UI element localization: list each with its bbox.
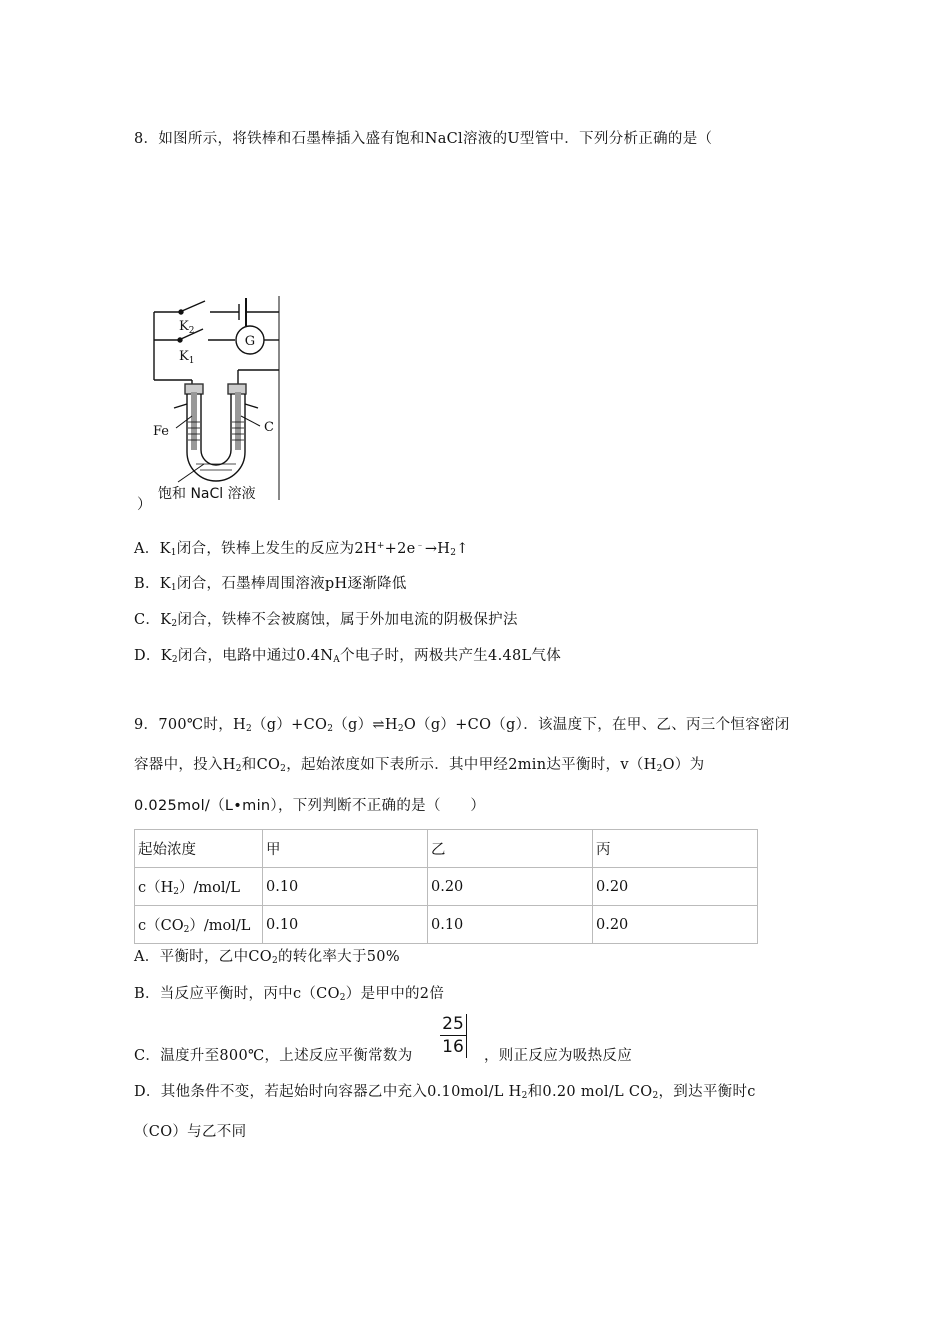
- table-cell: 0.20: [593, 906, 758, 944]
- q9-stem-line3: 0.025mol/（L•min），下列判断不正确的是（ ）: [134, 798, 486, 814]
- initial-concentration-table: [134, 829, 758, 944]
- subscript: 2: [656, 764, 663, 774]
- row-label: [135, 868, 263, 906]
- q9-option-a[interactable]: [134, 945, 400, 966]
- text: C．K: [134, 612, 172, 628]
- text: 闭合，石墨棒周围溶液pH逐渐降低: [176, 576, 407, 592]
- subscript: 1: [170, 548, 177, 558]
- q8-option-b[interactable]: [134, 572, 407, 593]
- table-cell: 0.10: [263, 906, 428, 944]
- text: 和CO: [241, 757, 281, 773]
- table-cell: 0.20: [428, 868, 593, 906]
- q8-option-a[interactable]: [134, 537, 469, 558]
- table-cell: 0.20: [593, 868, 758, 906]
- text: →H: [424, 541, 451, 557]
- q8-stem: 8．如图所示，将铁棒和石墨棒插入盛有饱和NaCl溶液的U型管中．下列分析正确的是（: [134, 131, 713, 147]
- c-electrode-label: C: [264, 420, 274, 435]
- text: （g）⇌H: [333, 717, 398, 733]
- text: ，起始浓度如下表所示．其中甲经2min达平衡时，v（H: [286, 757, 657, 773]
- fraction-numerator: 25: [442, 1014, 464, 1034]
- subscript: 2: [327, 724, 334, 734]
- text: B．K: [134, 576, 171, 592]
- fraction-denominator: 16: [442, 1037, 464, 1057]
- subscript: 2: [173, 887, 180, 897]
- subscript: 2: [235, 764, 242, 774]
- text: ，到达平衡时c: [658, 1084, 756, 1100]
- text: D．K: [134, 648, 172, 664]
- text: A．K: [134, 541, 171, 557]
- fe-electrode-label: Fe: [153, 424, 170, 439]
- text: ）/mol/L: [179, 880, 241, 896]
- text: 闭合，铁棒上发生的反应为2H: [176, 541, 377, 557]
- text: （g）+CO: [252, 717, 328, 733]
- subscript: 2: [397, 724, 404, 734]
- table-cell: 0.10: [428, 906, 593, 944]
- table-row: [135, 906, 758, 944]
- subscript: A: [333, 655, 341, 665]
- text: 个电子时，两极共产生4.48L气体: [340, 648, 562, 664]
- text: 和0.20 mol/L CO: [527, 1084, 653, 1100]
- text: 的转化率大于50%: [277, 949, 400, 965]
- q8-close-paren: ）: [137, 497, 152, 513]
- text: ）/mol/L: [189, 918, 251, 934]
- text: 闭合，电路中通过0.4N: [177, 648, 334, 664]
- table-cell: 0.10: [263, 868, 428, 906]
- subscript: 2: [521, 1091, 528, 1101]
- q9-option-c-tail: ，则正反应为吸热反应: [484, 1048, 632, 1064]
- q8-option-c[interactable]: [134, 608, 518, 629]
- q9-option-b[interactable]: [134, 982, 444, 1003]
- q9-stem-line1: [134, 713, 790, 734]
- subscript: 2: [450, 548, 457, 558]
- q9-option-d[interactable]: [134, 1080, 756, 1101]
- galvanometer-label: G: [244, 334, 256, 349]
- text: O）为: [662, 757, 705, 773]
- subscript: 2: [339, 993, 346, 1003]
- q8-option-d[interactable]: [134, 644, 561, 665]
- superscript: +: [376, 541, 385, 551]
- k2-label: $K_2$: [179, 319, 195, 336]
- nacl-solution-label: 饱和 NaCl 溶液: [158, 486, 256, 502]
- text: +2e: [384, 541, 416, 557]
- subscript: 2: [245, 724, 252, 734]
- table-header-cell: 丙: [593, 830, 758, 868]
- k1-label: $K_1$: [179, 349, 195, 366]
- text: 9．700℃时，H: [134, 717, 246, 733]
- text: c（H: [138, 880, 174, 896]
- equilibrium-constant-fraction: [440, 1014, 466, 1057]
- q9-option-d-line2: （CO）与乙不同: [134, 1124, 247, 1140]
- fraction-bar: [440, 1035, 466, 1036]
- subscript: 2: [171, 655, 178, 665]
- table-header-cell: 乙: [428, 830, 593, 868]
- electrolysis-apparatus-figure: [148, 292, 288, 506]
- text: ）是甲中的2倍: [345, 986, 445, 1002]
- subscript: 2: [171, 619, 178, 629]
- q9-option-c-text[interactable]: C．温度升至800℃，上述反应平衡常数为: [134, 1048, 413, 1064]
- subscript: 2: [183, 925, 190, 935]
- table-header-cell: 甲: [263, 830, 428, 868]
- fraction-rule: [466, 1014, 467, 1058]
- text: 闭合，铁棒不会被腐蚀，属于外加电流的阴极保护法: [177, 612, 518, 628]
- text: B．当反应平衡时，丙中c（CO: [134, 986, 340, 1002]
- subscript: 2: [280, 764, 287, 774]
- text: A．平衡时，乙中CO: [134, 949, 272, 965]
- text: 容器中，投入H: [134, 757, 236, 773]
- superscript: ﹣: [415, 541, 425, 551]
- subscript: 2: [652, 1091, 659, 1101]
- text: D．其他条件不变，若起始时向容器乙中充入0.10mol/L H: [134, 1084, 522, 1100]
- q9-stem-line2: [134, 753, 704, 774]
- text: O（g）+CO（g）．该温度下，在甲、乙、丙三个恒容密闭: [403, 717, 790, 733]
- table-header-row: [135, 830, 758, 868]
- text: ↑: [456, 541, 469, 557]
- text: c（CO: [138, 918, 184, 934]
- table-header-cell: 起始浓度: [135, 830, 263, 868]
- table-row: [135, 868, 758, 906]
- subscript: 1: [170, 583, 177, 593]
- subscript: 2: [271, 956, 278, 966]
- row-label: [135, 906, 263, 944]
